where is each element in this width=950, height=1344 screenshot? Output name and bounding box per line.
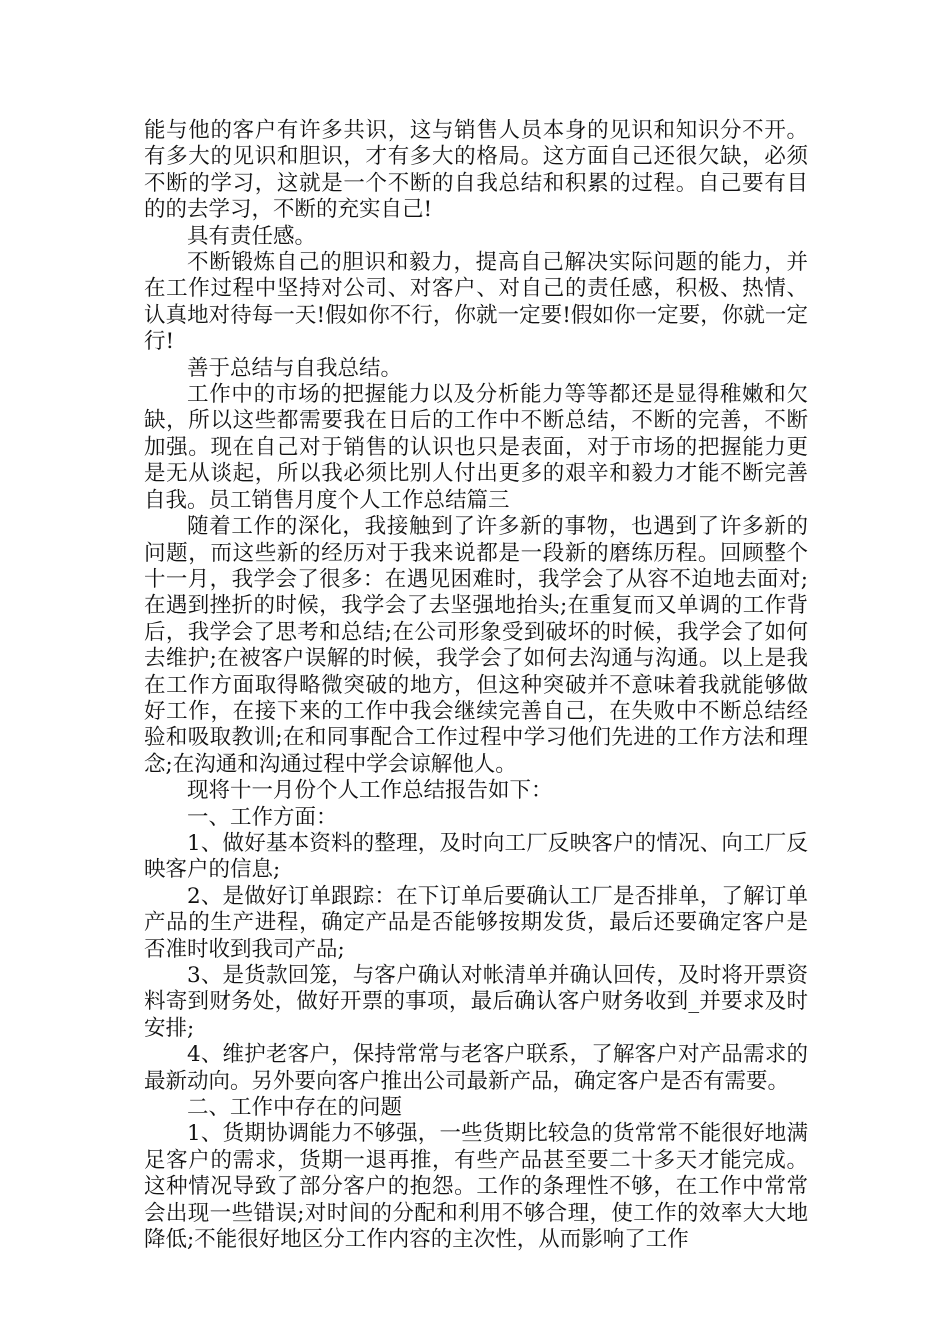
list-item-2: 2、是做好订单跟踪：在下订单后要确认工厂是否排单，了解订单产品的生产进程，确定产品是否能够按期发货，最后还要确定客户是否准时收到我司产品; — [144, 883, 808, 962]
list-item-3: 3、是货款回笼，与客户确认对帐清单并确认回传，及时将开票资料寄到财务处，做好开票的事项，最后确认客户财务收到_并要求及时安排; — [144, 963, 808, 1041]
list-item-4: 4、维护老客户，保持常常与老客户联系，了解客户对产品需求的最新动向。另外要向客户推出公司最新产品，确定客户是否有需要。 — [144, 1042, 808, 1094]
problem-item-1: 1、货期协调能力不够强，一些货期比较急的货常常不能很好地满足客户的需求，货期一退再推，有些产品甚至要二十多天才能完成。这种情况导致了部分客户的抱怨。工作的条理性不够，在工作中常常会出现一些错误;对时间的分配和利用不够合理，使工作的效率大大地降低;不能很好地区分工作内容的主次性，从而影响了工作 — [144, 1121, 808, 1253]
heading-problems: 二、工作中存在的问题 — [187, 1095, 403, 1121]
paragraph-report-intro: 现将十一月份个人工作总结报告如下： — [187, 778, 553, 804]
heading-summary: 善于总结与自我总结。 — [187, 355, 403, 381]
paragraph-summary: 工作中的市场的把握能力以及分析能力等等都还是显得稚嫩和欠缺，所以这些都需要我在日后的工作中不断总结，不断的完善，不断加强。现在自己对于销售的认识也只是表面，对于市场的把握能力更是无从谈起，所以我必须比别人付出更多的艰辛和毅力才能不断完善自我。员工销售月度个人工作总结篇三 — [144, 382, 808, 513]
document-page — [144, 118, 808, 1253]
heading-responsibility: 具有责任感。 — [187, 223, 317, 249]
list-item-1: 1、做好基本资料的整理，及时向工厂反映客户的情况、向工厂反映客户的信息; — [144, 830, 808, 883]
paragraph-responsibility: 不断锻炼自己的胆识和毅力，提高自己解决实际问题的能力，并在工作过程中坚持对公司、对客户、对自己的责任感，积极、热情、认真地对待每一天!假如你不行，你就一定要!假如你一定要，你就一定行! — [144, 250, 808, 355]
heading-work: 一、工作方面： — [187, 804, 338, 830]
paragraph-november: 随着工作的深化，我接触到了许多新的事物，也遇到了许多新的问题，而这些新的经历对于我来说都是一段新的磨练历程。回顾整个十一月，我学会了很多：在遇见困难时，我学会了从容不迫地去面对;在遇到挫折的时候，我学会了去坚强地抬头;在重复而又单调的工作背后，我学会了思考和总结;在公司形象受到破坏的时候，我学会了如何去维护;在被客户误解的时候，我学会了如何去沟通与沟通。以上是我在工作方面取得略微突破的地方，但这种突破并不意味着我就能够做好工作，在接下来的工作中我会继续完善自己，在失败中不断总结经验和吸取教训;在和同事配合工作过程中学习他们先进的工作方法和理念;在沟通和沟通过程中学会谅解他人。 — [144, 514, 808, 777]
paragraph-continued: 能与他的客户有许多共识，这与销售人员本身的见识和知识分不开。有多大的见识和胆识，才有多大的格局。这方面自己还很欠缺，必须不断的学习，这就是一个不断的自我总结和积累的过程。自己要有目的的去学习，不断的充实自己! — [144, 118, 808, 223]
